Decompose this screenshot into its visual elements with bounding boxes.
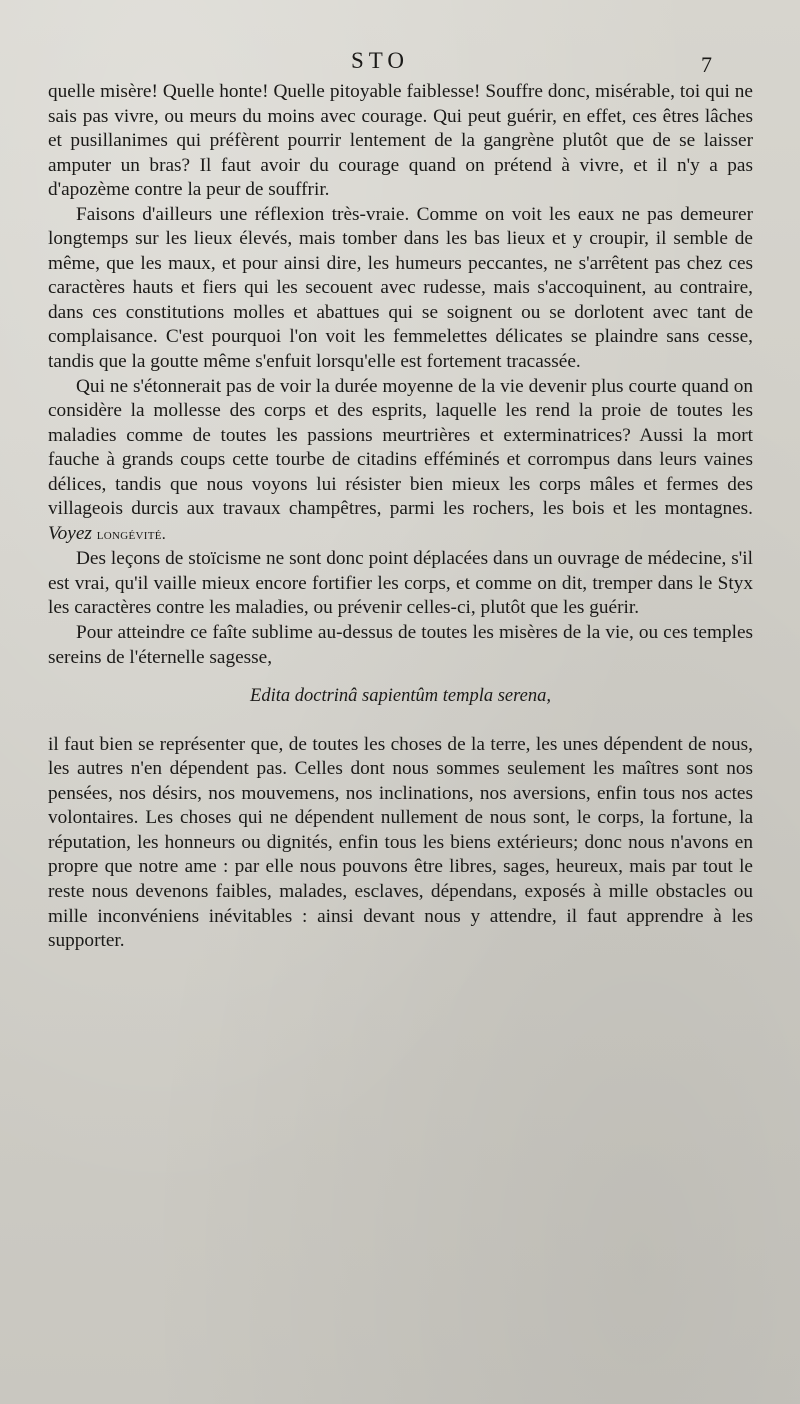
latin-quotation: Edita doctrinâ sapientûm templa serena, xyxy=(250,686,551,707)
paragraph-4: Des leçons de stoïcisme ne sont donc point déplacées dans un ouvrage de médecine, s'il est vrai, qu'il vaille mieux encore fortifier les corps, et comme on dit, tremper dans le Styx les caractères contre les maladies, ou prévenir celles-ci, plutôt que les guérir. xyxy=(48,548,753,619)
paragraph-5: Pour atteindre ce faîte sublime au-dessus de toutes les misères de la vie, ou ces temples sereins de l'éternelle sagesse, xyxy=(48,622,753,668)
paragraph-2: Faisons d'ailleurs une réflexion très-vraie. Comme on voit les eaux ne pas demeurer longtemps sur les lieux élevés, mais tomber dans les bas lieux et y croupir, il semble de même, que les maux, et pour ainsi dire, les humeurs peccantes, ne s'arrêtent pas chez ces caractères hauts et fiers qui les secouent avec rudesse, mais s'accoquinent, au contraire, dans ces constitutions molles et abattues qui se soignent ou se dorlotent avec tant de complaisance. C'est pourquoi l'on voit les femmelettes délicates se plaindre sans cesse, tandis que la goutte même s'enfuit lorsqu'elle est fortement tracassée. xyxy=(48,203,753,373)
body-text xyxy=(48,80,753,954)
page-number: 7 xyxy=(701,52,712,77)
page-header xyxy=(0,48,800,82)
paragraph-3 xyxy=(48,375,753,548)
see-also-link[interactable]: longévité. xyxy=(96,525,167,543)
running-head: STO xyxy=(350,48,410,73)
paragraph-3-text: Qui ne s'étonnerait pas de voir la durée moyenne de la vie devenir plus courte quand on considère la mollesse des corps et des esprits, laquelle les rend la proie de toutes les maladies comme de toutes les passions meurtrières et exterminatrices? Aussi la mort fauche à grands coups cette tourbe de citadins efféminés et corrompus dans leurs vaines délices, tandis que nous voyons lui résister bien mieux les corps mâles et fermes des villageois durcis aux travaux champêtres, parmi les rochers, les bois et les montagnes. xyxy=(48,375,753,520)
see-also-label: Voyez xyxy=(48,522,92,544)
paragraph-6: il faut bien se représenter que, de toutes les choses de la terre, les unes dépendent de nous, les autres n'en dépendent pas. Celles dont nous sommes seulement les maîtres sont nos pensées, nos désirs, nos mouvemens, nos inclinations, nos aversions, enfin tous nos actes volontaires. Les choses qui ne dépendent nullement de nous sont, le corps, la fortune, la réputation, les honneurs ou dignités, enfin tous les biens extérieurs; donc nous n'avons en propre que notre ame : par elle nous pouvons être libres, sages, heureux, mais par tout le reste nous devenons faibles, malades, esclaves, dépendans, exposés à mille obstacles ou mille inconvéniens inévitables : ainsi devant nous y attendre, il faut apprendre à les supporter. xyxy=(48,733,753,952)
paragraph-1: quelle misère! Quelle honte! Quelle pitoyable faiblesse! Souffre donc, misérable, toi qui ne sais pas vivre, ou meurs du moins avec courage. Qui peut guérir, en effet, ces êtres lâches et pusillanimes qui préfèrent pourrir lentement de la gangrène plutôt que de se laisser amputer un bras? Il faut avoir du courage quand on prétend à vivre, et il n'y a pas d'apozème contre la peur de souffrir. xyxy=(48,81,753,201)
